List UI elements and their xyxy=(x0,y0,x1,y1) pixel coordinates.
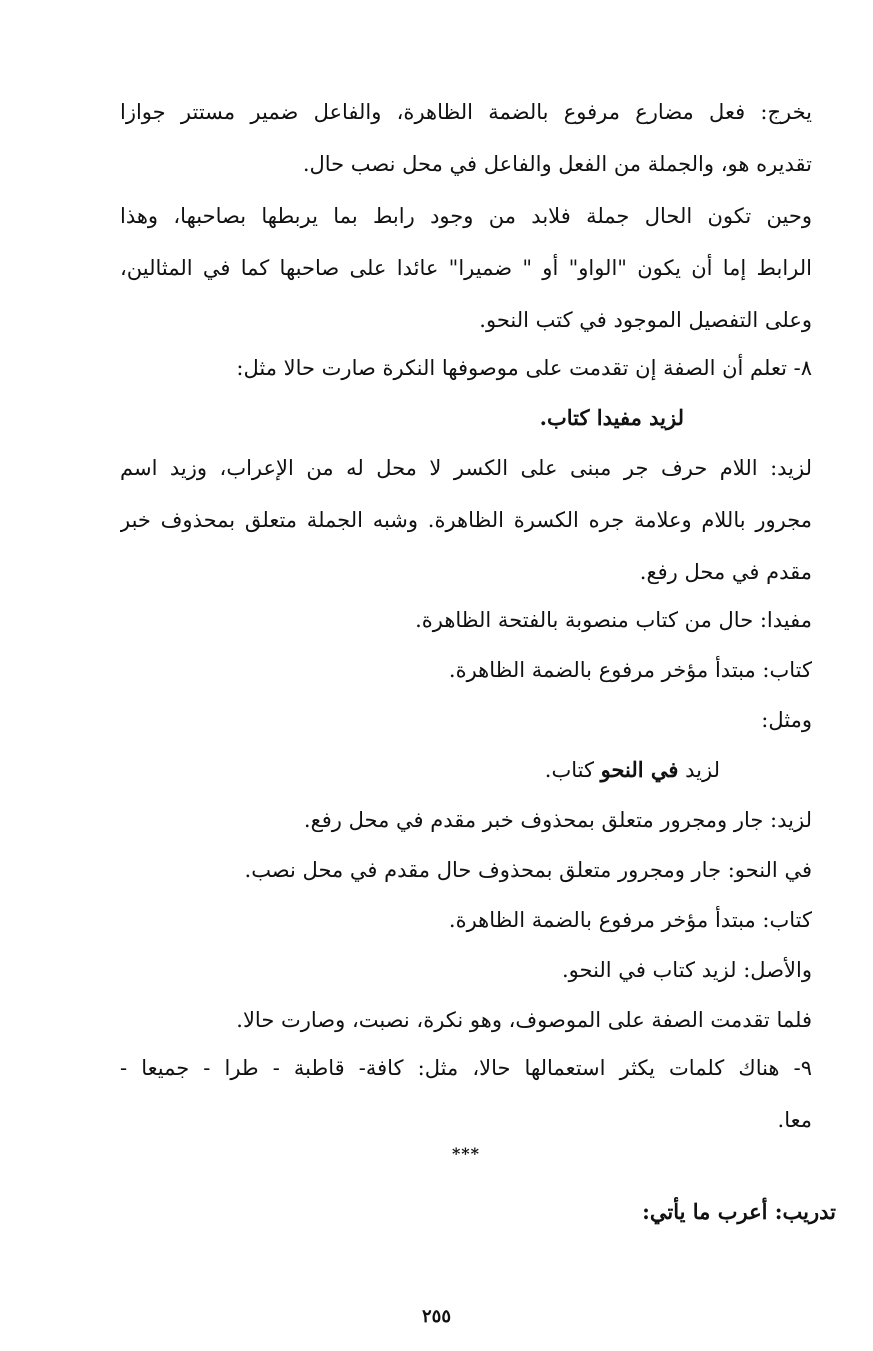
text-line: في النحو: جار ومجرور متعلق بمحذوف حال مقدم في محل نصب. xyxy=(244,858,812,882)
example-sentence xyxy=(120,750,720,790)
text-line: لزيد: جار ومجرور متعلق بمحذوف خبر مقدم في محل رفع. xyxy=(303,808,812,832)
example-part: كتاب. xyxy=(544,758,601,782)
text-line: تقديره هو، والجملة من الفعل والفاعل في محل نصب حال. xyxy=(302,152,812,176)
text-line: والأصل: لزيد كتاب في النحو. xyxy=(561,958,812,982)
rule-8: ٨- تعلم أن الصفة إن تقدمت على موصوفها النكرة صارت حالا مثل: xyxy=(236,356,812,380)
text-line: مجرور باللام وعلامة جره الكسرة الظاهرة. وشبه الجملة متعلق بمحذوف خبر xyxy=(120,508,812,532)
example-emphasis: في النحو xyxy=(600,757,679,782)
text-line: مقدم في محل رفع. xyxy=(639,560,812,584)
text-line: لزيد: اللام حرف جر مبنى على الكسر لا محل له من الإعراب، وزيد اسم xyxy=(120,456,812,480)
text-line: الرابط إما أن يكون "الواو" أو " ضميرا" عائدا على صاحبها كما في المثالين، xyxy=(120,256,812,280)
text-line: مفيدا: حال من كتاب منصوبة بالفتحة الظاهرة. xyxy=(415,608,812,632)
text-line: وعلى التفصيل الموجود في كتب النحو. xyxy=(479,308,812,332)
text-line: وحين تكون الحال جملة فلابد من وجود رابط بما يربطها بصاحبها، وهذا xyxy=(120,204,812,228)
text-line: كتاب: مبتدأ مؤخر مرفوع بالضمة الظاهرة. xyxy=(448,658,812,682)
example-part: لزيد xyxy=(678,758,720,782)
text-line: يخرج: فعل مضارع مرفوع بالضمة الظاهرة، والفاعل ضمير مستتر جوازا xyxy=(120,100,812,124)
text-line: ومثل: xyxy=(761,708,812,732)
rule-9: ٩- هناك كلمات يكثر استعمالها حالا، مثل: كافة- قاطبة - طرا - جميعا - xyxy=(120,1056,812,1080)
exercise-heading: تدريب: أعرب ما يأتي: xyxy=(642,1199,836,1224)
text-line: معا. xyxy=(777,1108,812,1132)
text-line: فلما تقدمت الصفة على الموصوف، وهو نكرة، نصبت، وصارت حالا. xyxy=(236,1008,812,1032)
example-sentence: لزيد مفيدا كتاب. xyxy=(539,405,684,430)
page-number: ٢٥٥ xyxy=(421,1306,451,1327)
text-line: كتاب: مبتدأ مؤخر مرفوع بالضمة الظاهرة. xyxy=(448,908,812,932)
section-separator: *** xyxy=(451,1144,481,1163)
